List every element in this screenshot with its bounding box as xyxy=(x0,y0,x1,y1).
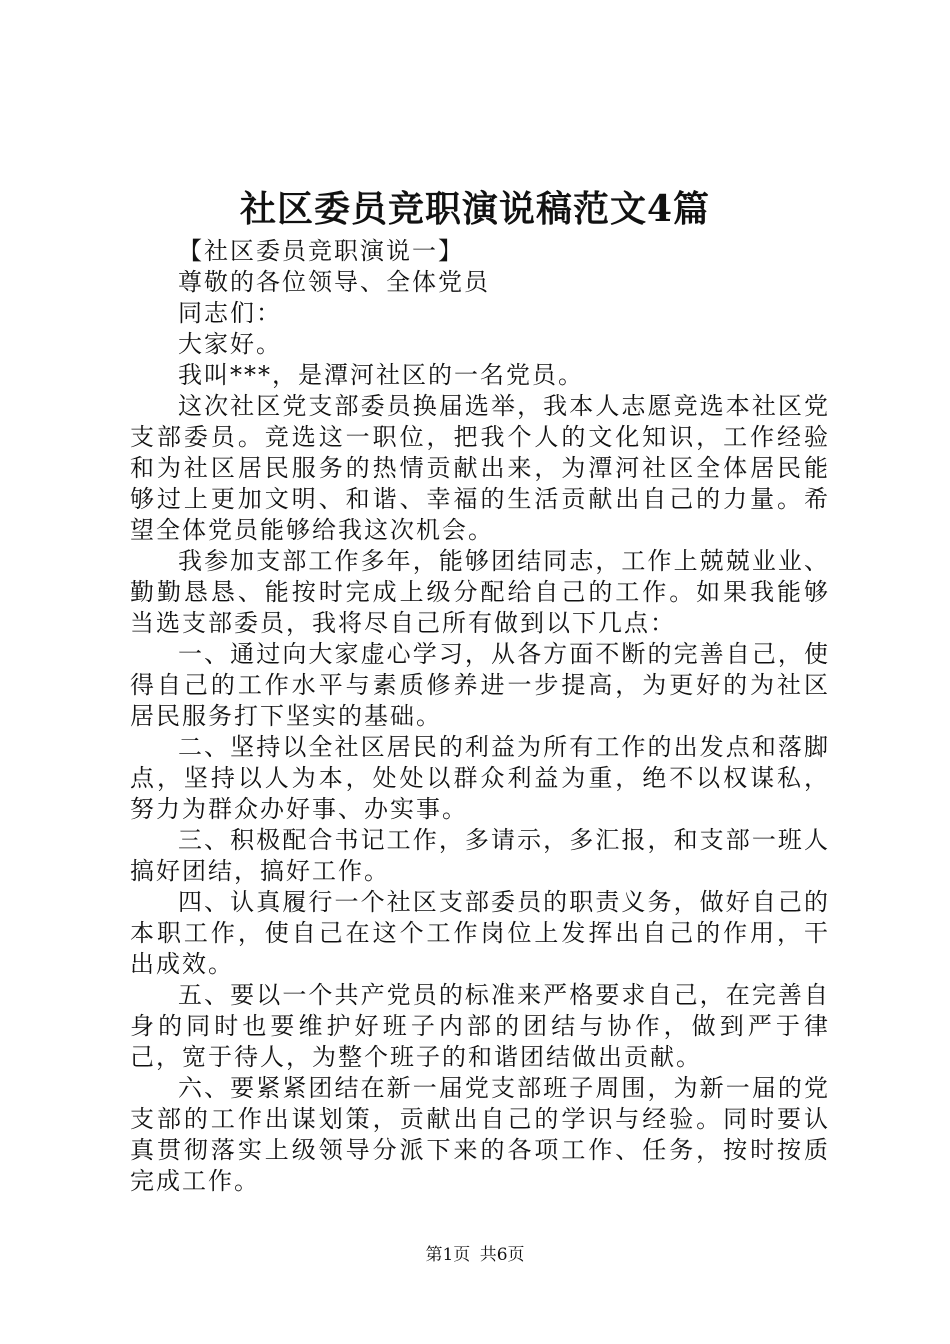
paragraph-point-6: 六、要紧紧团结在新一届党支部班子周围，为新一届的党支部的工作出谋划策，贡献出自己的学识与经验。同时要认真贯彻落实上级领导分派下来的各项工作、任务，按时按质完成工作。 xyxy=(130,1074,830,1195)
paragraph-intro: 我叫***，是潭河社区的一名党员。 xyxy=(178,361,584,389)
paragraph-point-4: 四、认真履行一个社区支部委员的职责义务，做好自己的本职工作，使自己在这个工作岗位上发挥出自己的作用，干出成效。 xyxy=(130,888,830,978)
paragraph-point-2: 二、坚持以全社区居民的利益为所有工作的出发点和落脚点，坚持以人为本，处处以群众利益为重，绝不以权谋私，努力为群众办好事、办实事。 xyxy=(130,733,830,823)
page-total: 共6页 xyxy=(479,1245,525,1265)
paragraph-salutation: 尊敬的各位领导、全体党员 xyxy=(178,268,490,296)
paragraph-point-5: 五、要以一个共产党员的标准来严格要求自己，在完善自身的同时也要维护好班子内部的团结与协作，做到严于律己，宽于待人，为整个班子的和谐团结做出贡献。 xyxy=(130,981,830,1071)
paragraph-greeting: 大家好。 xyxy=(178,330,282,358)
paragraph-salutation-2: 同志们： xyxy=(178,299,282,327)
paragraph-heading: 【社区委员竞职演说一】 xyxy=(178,237,464,265)
paragraph: 这次社区党支部委员换届选举，我本人志愿竞选本社区党支部委员。竞选这一职位，把我个人的文化知识，工作经验和为社区居民服务的热情贡献出来，为潭河社区全体居民能够过上更加文明、和谐、幸福的生活贡献出自己的力量。希望全体党员能够给我这次机会。 xyxy=(130,392,830,544)
page-number: 第1页 xyxy=(425,1245,471,1265)
document-body xyxy=(130,236,830,1197)
paragraph-point-1: 一、通过向大家虚心学习，从各方面不断的完善自己，使得自己的工作水平与素质修养进一步提高，为更好的为社区居民服务打下坚实的基础。 xyxy=(130,640,830,730)
page-footer xyxy=(0,1244,950,1266)
paragraph: 我参加支部工作多年，能够团结同志，工作上兢兢业业、勤勤恳恳、能按时完成上级分配给自己的工作。如果我能够当选支部委员，我将尽自己所有做到以下几点： xyxy=(130,547,830,637)
paragraph-point-3: 三、积极配合书记工作，多请示，多汇报，和支部一班人搞好团结，搞好工作。 xyxy=(130,826,830,885)
document-title: 社区委员竞职演说稿范文4篇 xyxy=(239,188,711,230)
